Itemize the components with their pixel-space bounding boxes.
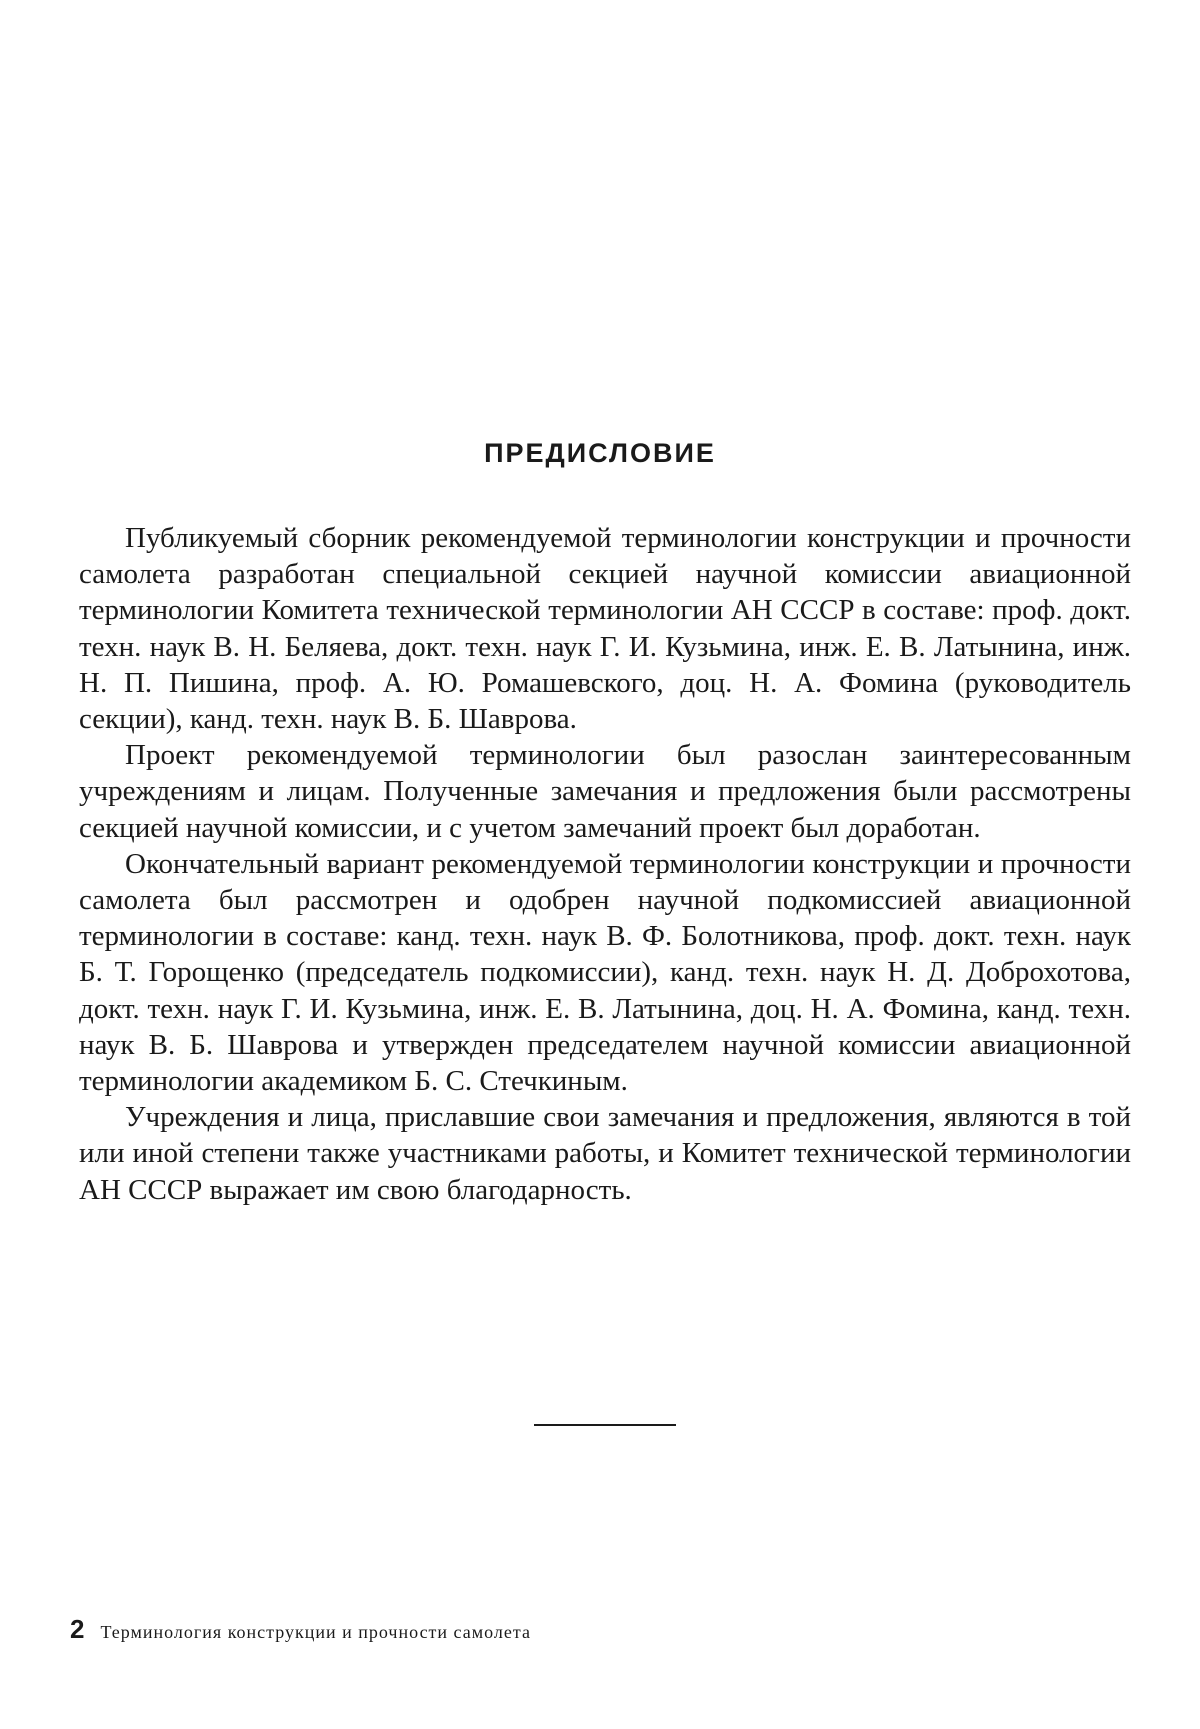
section-end-rule [534,1424,676,1426]
paragraph: Учреждения и лица, приславшие свои замечания и предложения, являются в той или иной степени также участниками работы, и Комитет технической терминологии АН СССР выражает им свою благодарность. [79,1099,1131,1208]
preface-body [79,520,1131,1208]
document-page [0,0,1200,1729]
page-title: ПРЕДИСЛОВИЕ [0,438,1200,469]
page-footer [70,1614,531,1645]
paragraph: Публикуемый сборник рекомендуемой терминологии конструкции и прочности самолета разработан специальной секцией научной комиссии авиационной терминологии Комитета технической терминологии АН СССР в составе: проф. докт. техн. наук В. Н. Беляева, докт. техн. наук Г. И. Кузьмина, инж. Е. В. Латынина, инж. Н. П. Пишина, проф. А. Ю. Ромашевского, доц. Н. А. Фомина (руководитель секции), канд. техн. наук В. Б. Шаврова. [79,520,1131,737]
running-title: Терминология конструкции и прочности самолета [100,1622,531,1642]
paragraph: Проект рекомендуемой терминологии был разослан заинтересованным учреждениям и лицам. Полученные замечания и предложения были рассмотрены секцией научной комиссии, и с учетом замечаний проект был доработан. [79,737,1131,846]
page-number: 2 [70,1614,84,1644]
paragraph: Окончательный вариант рекомендуемой терминологии конструкции и прочности самолета был рассмотрен и одобрен научной подкомиссией авиационной терминологии в составе: канд. техн. наук В. Ф. Болотникова, проф. докт. техн. наук Б. Т. Горощенко (председатель подкомиссии), канд. техн. наук Н. Д. Доброхотова, докт. техн. наук Г. И. Кузьмина, инж. Е. В. Латынина, доц. Н. А. Фомина, канд. техн. наук В. Б. Шаврова и утвержден председателем научной комиссии авиационной терминологии академиком Б. С. Стечкиным. [79,846,1131,1099]
